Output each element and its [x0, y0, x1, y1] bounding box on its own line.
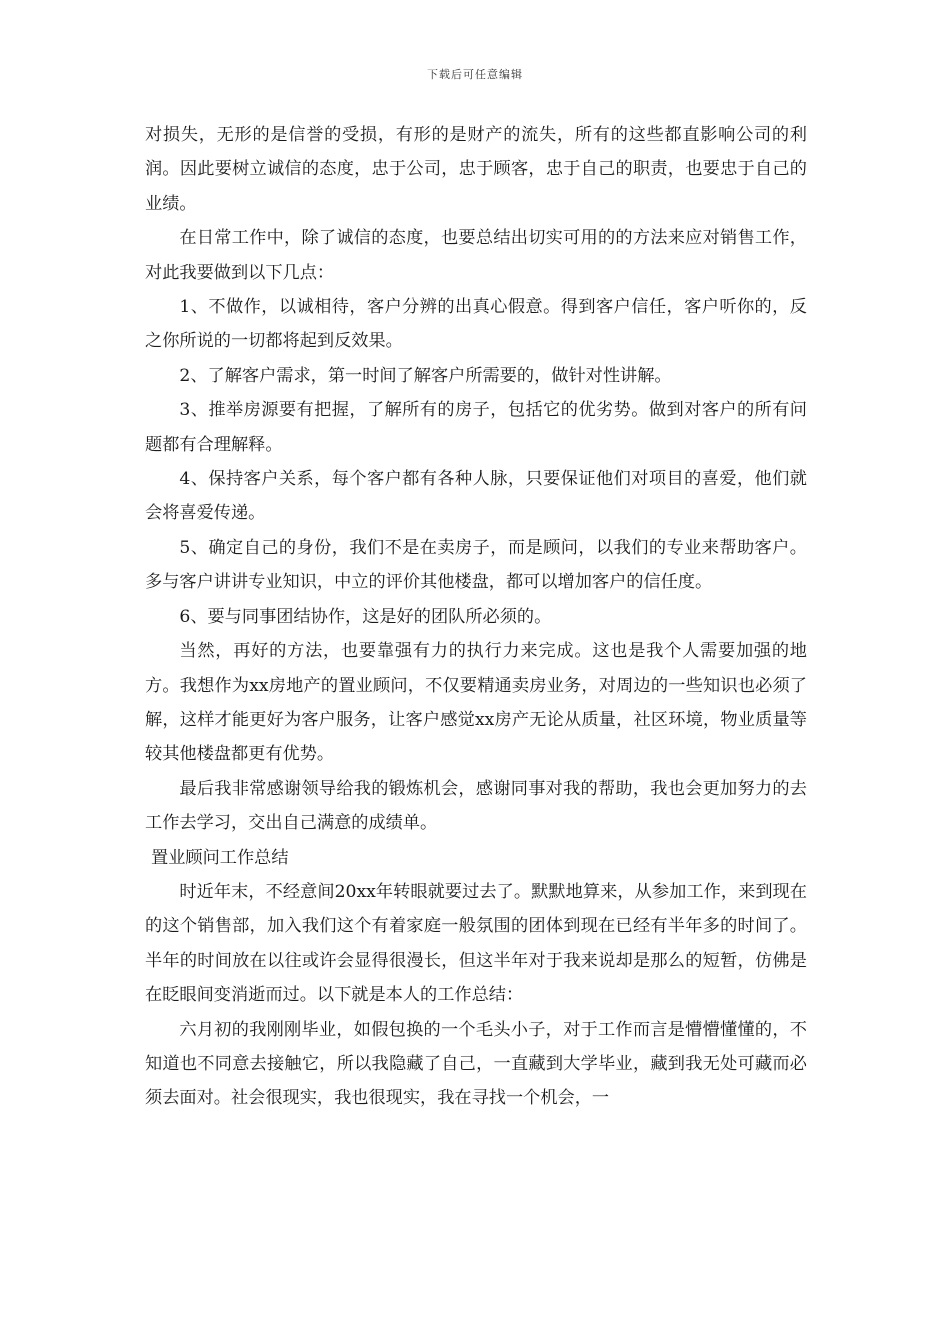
paragraph-1: 对损失，无形的是信誉的受损，有形的是财产的流失，所有的这些都直影响公司的利润。因此要树立诚信的态度，忠于公司，忠于顾客，忠于自己的职责，也要忠于自己的业绩。 [145, 125, 807, 214]
paragraph-thanks: 最后我非常感谢领导给我的锻炼机会，感谢同事对我的帮助，我也会更加努力的去工作去学习，交出自己满意的成绩单。 [145, 778, 807, 834]
list-item-5: 5、确定自己的身份，我们不是在卖房子，而是顾问，以我们的专业来帮助客户。多与客户讲讲专业知识，中立的评价其他楼盘，都可以增加客户的信任度。 [145, 537, 807, 593]
paragraph-conclusion: 当然，再好的方法，也要靠强有力的执行力来完成。这也是我个人需要加强的地方。我想作为xx房地产的置业顾问，不仅要精通卖房业务，对周边的一些知识也必须了解，这样才能更好为客户服务，让客户感觉xx房产无论从质量，社区环境，物业质量等较其他楼盘都更有优势。 [145, 641, 807, 765]
paragraph-2: 在日常工作中，除了诚信的态度，也要总结出切实可用的的方法来应对销售工作，对此我要做到以下几点： [145, 228, 807, 283]
page-header: 下载后可任意编辑 [427, 68, 523, 81]
list-item-2: 2、了解客户需求，第一时间了解客户所需要的，做针对性讲解。 [179, 365, 672, 386]
list-item-1: 1、不做作，以诚相待，客户分辨的出真心假意。得到客户信任，客户听你的，反之你所说的一切都将起到反效果。 [145, 297, 807, 352]
section-paragraph-1: 时近年末，不经意间20xx年转眼就要过去了。默默地算来，从参加工作，来到现在的这个销售部，加入我们这个有着家庭一般氛围的团体到现在已经有半年多的时间了。半年的时间放在以往或许会显得很漫长，但这半年对于我来说却是那么的短暂，仿佛是在眨眼间变消逝而过。以下就是本人的工作总结： [145, 881, 807, 1006]
section-title: 置业顾问工作总结 [151, 847, 289, 868]
list-item-3: 3、推举房源要有把握，了解所有的房子，包括它的优劣势。做到对客户的所有问题都有合理解释。 [145, 400, 807, 455]
list-item-6: 6、要与同事团结协作，这是好的团队所必须的。 [179, 606, 552, 627]
document-body [145, 118, 807, 1116]
section-paragraph-2: 六月初的我刚刚毕业，如假包换的一个毛头小子，对于工作而言是懵懵懂懂的，不知道也不同意去接触它，所以我隐藏了自己，一直藏到大学毕业，藏到我无处可藏而必须去面对。社会很现实，我也很现实，我在寻找一个机会，一 [145, 1019, 807, 1109]
list-item-4: 4、保持客户关系，每个客户都有各种人脉，只要保证他们对项目的喜爱，他们就会将喜爱传递。 [145, 469, 807, 524]
